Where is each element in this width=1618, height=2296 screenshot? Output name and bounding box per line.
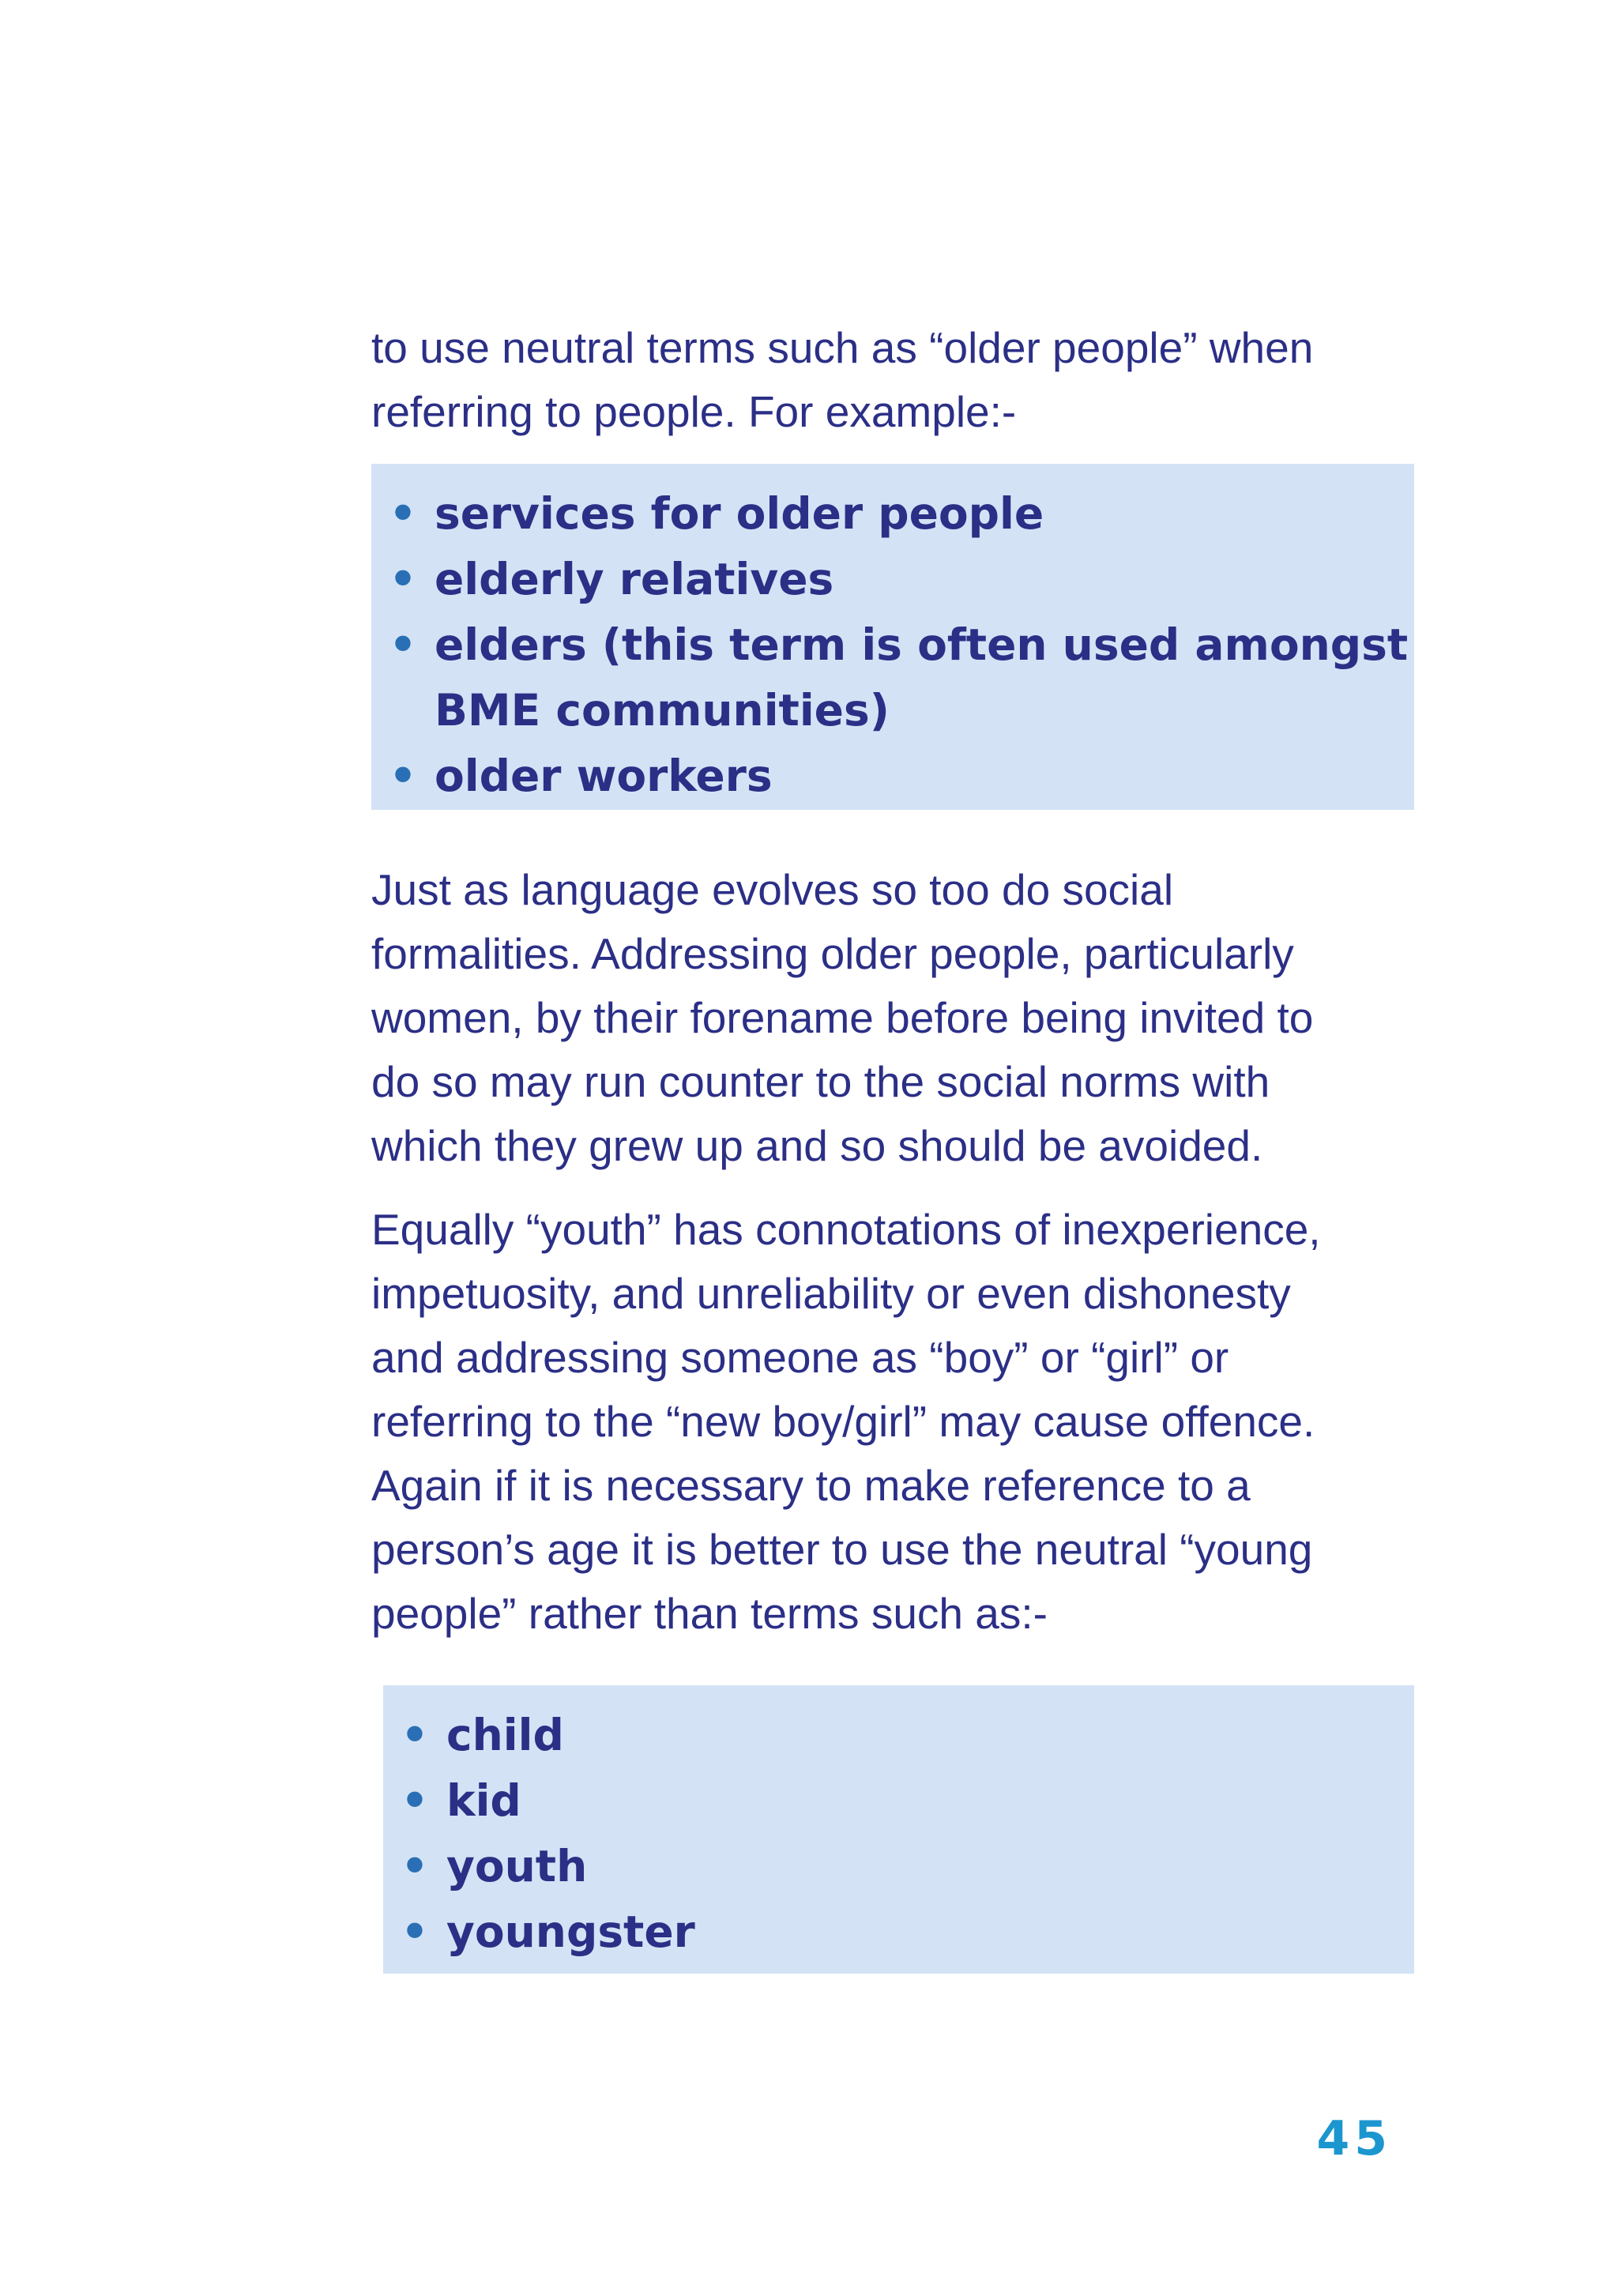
list-item <box>389 481 1414 547</box>
bullet-icon: • <box>389 554 417 604</box>
list-item-text: youth <box>446 1841 588 1891</box>
young-terms-box <box>383 1685 1414 1974</box>
page-number: 45 <box>1316 2111 1392 2166</box>
list-item <box>389 612 1414 743</box>
bullet-icon: • <box>389 619 417 670</box>
list-item <box>401 1834 1414 1899</box>
list-item-text: kid <box>446 1775 521 1826</box>
bullet-icon: • <box>389 488 417 539</box>
young-terms-list <box>383 1685 1414 1965</box>
youth-paragraph: Equally “youth” has connotations of inexperience, impetuosity, and unreliability or even dishonesty and addressing someone as “boy” or “girl” or referring to the “new boy/girl” may cause offence. Again if it is necessary to make reference to a person’s age it is better to use the neutral “young people” rather than terms such as:- <box>371 1205 1321 1638</box>
list-item-text: elderly relatives <box>435 554 834 604</box>
list-item <box>401 1768 1414 1834</box>
list-item-text: child <box>446 1710 564 1760</box>
list-item-text: youngster <box>446 1906 695 1957</box>
list-item-text: older workers <box>435 751 773 801</box>
bullet-icon: • <box>401 1841 429 1891</box>
formalities-paragraph: Just as language evolves so too do social formalities. Addressing older people, particularly women, by their forename before being invited to do so may run counter to the social norms with which they grew up and so should be avoided. <box>371 865 1314 1170</box>
list-item-text: services for older people <box>435 488 1044 539</box>
list-item <box>401 1899 1414 1965</box>
older-terms-list <box>371 464 1414 809</box>
list-item <box>389 743 1414 809</box>
list-item <box>389 547 1414 612</box>
bullet-icon: • <box>401 1775 429 1826</box>
older-terms-box <box>371 464 1414 810</box>
intro-paragraph: to use neutral terms such as “older people” when referring to people. For example:- <box>371 323 1314 436</box>
list-item-text: elders (this term is often used amongst BME communities) <box>435 619 1409 736</box>
bullet-icon: • <box>389 751 417 801</box>
list-item <box>401 1703 1414 1768</box>
bullet-icon: • <box>401 1710 429 1760</box>
bullet-icon: • <box>401 1906 429 1957</box>
